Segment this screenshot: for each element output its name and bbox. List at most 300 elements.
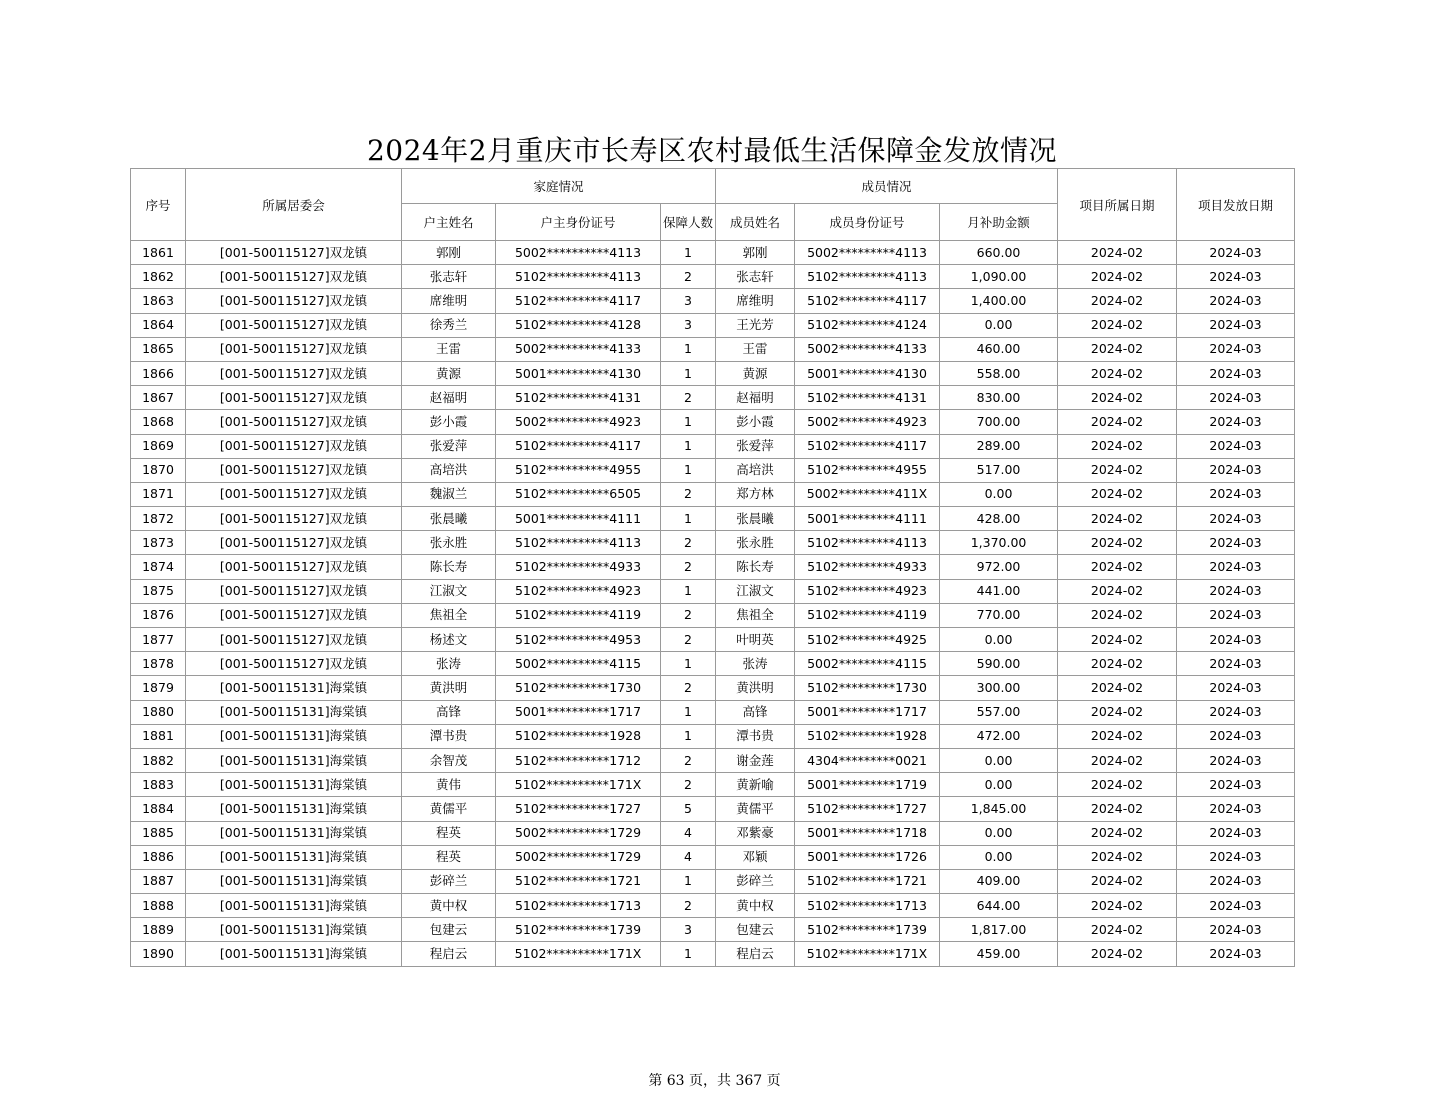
head-id-cell: 5102**********4933 xyxy=(496,555,661,579)
head-name-cell: 彭小霞 xyxy=(402,410,496,434)
member-name-cell: 邓紫豪 xyxy=(716,821,795,845)
head-name-cell: 王雷 xyxy=(402,337,496,361)
committee-cell: [001-500115127]双龙镇 xyxy=(186,579,402,603)
member-id-cell: 5102*********4117 xyxy=(795,289,940,313)
committee-cell: [001-500115131]海棠镇 xyxy=(186,797,402,821)
issue-date-cell: 2024-03 xyxy=(1177,724,1295,748)
head-name-cell: 张晨曦 xyxy=(402,507,496,531)
issue-date-cell: 2024-03 xyxy=(1177,434,1295,458)
member-name-cell: 叶明英 xyxy=(716,628,795,652)
seq-cell: 1885 xyxy=(131,821,186,845)
issue-date-cell: 2024-03 xyxy=(1177,700,1295,724)
issue-date-cell: 2024-03 xyxy=(1177,821,1295,845)
seq-cell: 1884 xyxy=(131,797,186,821)
table-row xyxy=(131,289,1295,313)
head-name-cell: 程英 xyxy=(402,821,496,845)
issue-date-cell: 2024-03 xyxy=(1177,579,1295,603)
issue-date-cell: 2024-03 xyxy=(1177,265,1295,289)
project-date-cell: 2024-02 xyxy=(1058,942,1177,966)
seq-cell: 1887 xyxy=(131,869,186,893)
member-name-cell: 黄新喻 xyxy=(716,773,795,797)
project-date-cell: 2024-02 xyxy=(1058,434,1177,458)
table-row xyxy=(131,894,1295,918)
table-row xyxy=(131,386,1295,410)
seq-cell: 1871 xyxy=(131,482,186,506)
head-name-cell: 余智茂 xyxy=(402,748,496,772)
seq-cell: 1868 xyxy=(131,410,186,434)
table-row xyxy=(131,942,1295,966)
table-row xyxy=(131,313,1295,337)
seq-cell: 1878 xyxy=(131,652,186,676)
head-id-cell: 5102**********4953 xyxy=(496,628,661,652)
project-date-cell: 2024-02 xyxy=(1058,555,1177,579)
member-name-cell: 邓颖 xyxy=(716,845,795,869)
committee-cell: [001-500115131]海棠镇 xyxy=(186,676,402,700)
project-date-cell: 2024-02 xyxy=(1058,918,1177,942)
page-footer: 第 63 页，共 367 页 xyxy=(648,1073,781,1089)
seq-cell: 1863 xyxy=(131,289,186,313)
issue-date-cell: 2024-03 xyxy=(1177,337,1295,361)
table-row xyxy=(131,869,1295,893)
member-id-cell: 5102*********4119 xyxy=(795,603,940,627)
committee-cell: [001-500115127]双龙镇 xyxy=(186,337,402,361)
committee-cell: [001-500115127]双龙镇 xyxy=(186,410,402,434)
amount-cell: 557.00 xyxy=(940,700,1058,724)
head-name-cell: 彭碎兰 xyxy=(402,869,496,893)
head-name-cell: 徐秀兰 xyxy=(402,313,496,337)
project-date-cell: 2024-02 xyxy=(1058,628,1177,652)
member-id-cell: 5001*********4130 xyxy=(795,361,940,385)
head-id-cell: 5002**********1729 xyxy=(496,845,661,869)
head-name-cell: 焦祖全 xyxy=(402,603,496,627)
member-id-cell: 5102*********1928 xyxy=(795,724,940,748)
project-date-cell: 2024-02 xyxy=(1058,313,1177,337)
amount-cell: 1,400.00 xyxy=(940,289,1058,313)
table-row xyxy=(131,482,1295,506)
amount-cell: 590.00 xyxy=(940,652,1058,676)
committee-cell: [001-500115131]海棠镇 xyxy=(186,894,402,918)
amount-cell: 700.00 xyxy=(940,410,1058,434)
issue-date-cell: 2024-03 xyxy=(1177,313,1295,337)
header-project-date: 项目所属日期 xyxy=(1058,169,1177,241)
head-name-cell: 黄源 xyxy=(402,361,496,385)
member-name-cell: 黄儒平 xyxy=(716,797,795,821)
member-name-cell: 王雷 xyxy=(716,337,795,361)
issue-date-cell: 2024-03 xyxy=(1177,628,1295,652)
member-id-cell: 5002*********4923 xyxy=(795,410,940,434)
head-name-cell: 程英 xyxy=(402,845,496,869)
member-name-cell: 张志轩 xyxy=(716,265,795,289)
covered-cell: 1 xyxy=(661,434,716,458)
member-id-cell: 5002*********4113 xyxy=(795,241,940,265)
amount-cell: 0.00 xyxy=(940,845,1058,869)
covered-cell: 3 xyxy=(661,289,716,313)
table-row xyxy=(131,434,1295,458)
committee-cell: [001-500115127]双龙镇 xyxy=(186,482,402,506)
committee-cell: [001-500115127]双龙镇 xyxy=(186,555,402,579)
amount-cell: 558.00 xyxy=(940,361,1058,385)
head-id-cell: 5102**********1727 xyxy=(496,797,661,821)
head-id-cell: 5102**********6505 xyxy=(496,482,661,506)
committee-cell: [001-500115127]双龙镇 xyxy=(186,361,402,385)
covered-cell: 1 xyxy=(661,652,716,676)
project-date-cell: 2024-02 xyxy=(1058,724,1177,748)
head-id-cell: 5102**********4113 xyxy=(496,265,661,289)
member-id-cell: 5102*********1730 xyxy=(795,676,940,700)
issue-date-cell: 2024-03 xyxy=(1177,289,1295,313)
member-id-cell: 5102*********1739 xyxy=(795,918,940,942)
member-name-cell: 黄洪明 xyxy=(716,676,795,700)
header-head-name: 户主姓名 xyxy=(402,204,496,241)
member-id-cell: 5102*********1713 xyxy=(795,894,940,918)
seq-cell: 1876 xyxy=(131,603,186,627)
table-row xyxy=(131,700,1295,724)
member-id-cell: 5102*********1721 xyxy=(795,869,940,893)
covered-cell: 1 xyxy=(661,361,716,385)
covered-cell: 1 xyxy=(661,579,716,603)
covered-cell: 1 xyxy=(661,724,716,748)
seq-cell: 1865 xyxy=(131,337,186,361)
member-name-cell: 王光芳 xyxy=(716,313,795,337)
seq-cell: 1861 xyxy=(131,241,186,265)
head-name-cell: 高锋 xyxy=(402,700,496,724)
head-id-cell: 5102**********171X xyxy=(496,773,661,797)
issue-date-cell: 2024-03 xyxy=(1177,918,1295,942)
amount-cell: 409.00 xyxy=(940,869,1058,893)
amount-cell: 1,090.00 xyxy=(940,265,1058,289)
head-name-cell: 张永胜 xyxy=(402,531,496,555)
covered-cell: 1 xyxy=(661,241,716,265)
head-id-cell: 5102**********4117 xyxy=(496,289,661,313)
member-id-cell: 5102*********171X xyxy=(795,942,940,966)
issue-date-cell: 2024-03 xyxy=(1177,531,1295,555)
table-row xyxy=(131,603,1295,627)
head-id-cell: 5002**********4923 xyxy=(496,410,661,434)
covered-cell: 2 xyxy=(661,555,716,579)
amount-cell: 300.00 xyxy=(940,676,1058,700)
member-name-cell: 郑方林 xyxy=(716,482,795,506)
head-id-cell: 5102**********4923 xyxy=(496,579,661,603)
member-name-cell: 张涛 xyxy=(716,652,795,676)
head-id-cell: 5102**********4955 xyxy=(496,458,661,482)
head-name-cell: 江淑文 xyxy=(402,579,496,603)
covered-cell: 3 xyxy=(661,313,716,337)
head-name-cell: 程启云 xyxy=(402,942,496,966)
amount-cell: 1,817.00 xyxy=(940,918,1058,942)
amount-cell: 460.00 xyxy=(940,337,1058,361)
head-id-cell: 5102**********1928 xyxy=(496,724,661,748)
committee-cell: [001-500115131]海棠镇 xyxy=(186,700,402,724)
member-id-cell: 5001*********1717 xyxy=(795,700,940,724)
project-date-cell: 2024-02 xyxy=(1058,241,1177,265)
issue-date-cell: 2024-03 xyxy=(1177,676,1295,700)
table-row xyxy=(131,579,1295,603)
issue-date-cell: 2024-03 xyxy=(1177,797,1295,821)
committee-cell: [001-500115131]海棠镇 xyxy=(186,869,402,893)
covered-cell: 2 xyxy=(661,676,716,700)
committee-cell: [001-500115127]双龙镇 xyxy=(186,652,402,676)
seq-cell: 1862 xyxy=(131,265,186,289)
table-row xyxy=(131,361,1295,385)
issue-date-cell: 2024-03 xyxy=(1177,773,1295,797)
member-name-cell: 程启云 xyxy=(716,942,795,966)
covered-cell: 2 xyxy=(661,265,716,289)
member-name-cell: 潭书贵 xyxy=(716,724,795,748)
member-name-cell: 张晨曦 xyxy=(716,507,795,531)
project-date-cell: 2024-02 xyxy=(1058,821,1177,845)
header-issue-date: 项目发放日期 xyxy=(1177,169,1295,241)
amount-cell: 0.00 xyxy=(940,482,1058,506)
covered-cell: 1 xyxy=(661,337,716,361)
amount-cell: 660.00 xyxy=(940,241,1058,265)
project-date-cell: 2024-02 xyxy=(1058,289,1177,313)
committee-cell: [001-500115127]双龙镇 xyxy=(186,386,402,410)
head-name-cell: 杨述文 xyxy=(402,628,496,652)
seq-cell: 1877 xyxy=(131,628,186,652)
seq-cell: 1888 xyxy=(131,894,186,918)
committee-cell: [001-500115127]双龙镇 xyxy=(186,434,402,458)
seq-cell: 1867 xyxy=(131,386,186,410)
committee-cell: [001-500115131]海棠镇 xyxy=(186,724,402,748)
issue-date-cell: 2024-03 xyxy=(1177,845,1295,869)
amount-cell: 517.00 xyxy=(940,458,1058,482)
head-id-cell: 5102**********4128 xyxy=(496,313,661,337)
project-date-cell: 2024-02 xyxy=(1058,531,1177,555)
head-id-cell: 5102**********4117 xyxy=(496,434,661,458)
covered-cell: 2 xyxy=(661,531,716,555)
head-name-cell: 张涛 xyxy=(402,652,496,676)
member-name-cell: 彭碎兰 xyxy=(716,869,795,893)
covered-cell: 2 xyxy=(661,773,716,797)
member-id-cell: 5102*********4923 xyxy=(795,579,940,603)
header-family: 家庭情况 xyxy=(402,169,716,204)
project-date-cell: 2024-02 xyxy=(1058,361,1177,385)
amount-cell: 459.00 xyxy=(940,942,1058,966)
covered-cell: 2 xyxy=(661,628,716,652)
issue-date-cell: 2024-03 xyxy=(1177,652,1295,676)
seq-cell: 1886 xyxy=(131,845,186,869)
member-id-cell: 5002*********4115 xyxy=(795,652,940,676)
head-name-cell: 高培洪 xyxy=(402,458,496,482)
table-row xyxy=(131,241,1295,265)
covered-cell: 5 xyxy=(661,797,716,821)
member-id-cell: 5102*********4955 xyxy=(795,458,940,482)
table-row xyxy=(131,797,1295,821)
table-row xyxy=(131,628,1295,652)
seq-cell: 1875 xyxy=(131,579,186,603)
seq-cell: 1874 xyxy=(131,555,186,579)
committee-cell: [001-500115131]海棠镇 xyxy=(186,773,402,797)
amount-cell: 972.00 xyxy=(940,555,1058,579)
head-id-cell: 5102**********171X xyxy=(496,942,661,966)
amount-cell: 428.00 xyxy=(940,507,1058,531)
committee-cell: [001-500115127]双龙镇 xyxy=(186,458,402,482)
member-name-cell: 张爱萍 xyxy=(716,434,795,458)
table-row xyxy=(131,676,1295,700)
member-id-cell: 5102*********4925 xyxy=(795,628,940,652)
member-name-cell: 陈长寿 xyxy=(716,555,795,579)
committee-cell: [001-500115131]海棠镇 xyxy=(186,821,402,845)
member-id-cell: 5002*********4133 xyxy=(795,337,940,361)
head-name-cell: 潭书贵 xyxy=(402,724,496,748)
header-head-id: 户主身份证号 xyxy=(496,204,661,241)
table-row xyxy=(131,748,1295,772)
amount-cell: 0.00 xyxy=(940,773,1058,797)
seq-cell: 1879 xyxy=(131,676,186,700)
head-id-cell: 5102**********1721 xyxy=(496,869,661,893)
head-name-cell: 黄中权 xyxy=(402,894,496,918)
head-name-cell: 席维明 xyxy=(402,289,496,313)
issue-date-cell: 2024-03 xyxy=(1177,482,1295,506)
seq-cell: 1870 xyxy=(131,458,186,482)
covered-cell: 4 xyxy=(661,845,716,869)
head-name-cell: 黄伟 xyxy=(402,773,496,797)
issue-date-cell: 2024-03 xyxy=(1177,942,1295,966)
member-id-cell: 4304*********0021 xyxy=(795,748,940,772)
member-name-cell: 江淑文 xyxy=(716,579,795,603)
allowance-table xyxy=(130,168,1295,967)
member-name-cell: 彭小霞 xyxy=(716,410,795,434)
member-id-cell: 5102*********1727 xyxy=(795,797,940,821)
project-date-cell: 2024-02 xyxy=(1058,603,1177,627)
seq-cell: 1872 xyxy=(131,507,186,531)
project-date-cell: 2024-02 xyxy=(1058,579,1177,603)
project-date-cell: 2024-02 xyxy=(1058,869,1177,893)
project-date-cell: 2024-02 xyxy=(1058,458,1177,482)
head-id-cell: 5102**********4113 xyxy=(496,531,661,555)
head-id-cell: 5102**********1712 xyxy=(496,748,661,772)
issue-date-cell: 2024-03 xyxy=(1177,555,1295,579)
committee-cell: [001-500115127]双龙镇 xyxy=(186,241,402,265)
table-row xyxy=(131,652,1295,676)
head-id-cell: 5002**********1729 xyxy=(496,821,661,845)
project-date-cell: 2024-02 xyxy=(1058,337,1177,361)
header-committee: 所属居委会 xyxy=(186,169,402,241)
member-id-cell: 5001*********1718 xyxy=(795,821,940,845)
issue-date-cell: 2024-03 xyxy=(1177,361,1295,385)
seq-cell: 1866 xyxy=(131,361,186,385)
table-row xyxy=(131,507,1295,531)
head-id-cell: 5102**********1739 xyxy=(496,918,661,942)
amount-cell: 0.00 xyxy=(940,821,1058,845)
head-id-cell: 5102**********4119 xyxy=(496,603,661,627)
committee-cell: [001-500115131]海棠镇 xyxy=(186,845,402,869)
head-id-cell: 5001**********1717 xyxy=(496,700,661,724)
covered-cell: 1 xyxy=(661,700,716,724)
member-name-cell: 赵福明 xyxy=(716,386,795,410)
head-name-cell: 赵福明 xyxy=(402,386,496,410)
amount-cell: 289.00 xyxy=(940,434,1058,458)
project-date-cell: 2024-02 xyxy=(1058,652,1177,676)
project-date-cell: 2024-02 xyxy=(1058,676,1177,700)
amount-cell: 644.00 xyxy=(940,894,1058,918)
header-member: 成员情况 xyxy=(716,169,1058,204)
member-id-cell: 5001*********1726 xyxy=(795,845,940,869)
committee-cell: [001-500115131]海棠镇 xyxy=(186,748,402,772)
member-id-cell: 5102*********4113 xyxy=(795,531,940,555)
amount-cell: 441.00 xyxy=(940,579,1058,603)
committee-cell: [001-500115127]双龙镇 xyxy=(186,265,402,289)
seq-cell: 1880 xyxy=(131,700,186,724)
committee-cell: [001-500115127]双龙镇 xyxy=(186,289,402,313)
member-id-cell: 5102*********4117 xyxy=(795,434,940,458)
member-id-cell: 5102*********4113 xyxy=(795,265,940,289)
covered-cell: 4 xyxy=(661,821,716,845)
amount-cell: 0.00 xyxy=(940,628,1058,652)
head-name-cell: 郭刚 xyxy=(402,241,496,265)
member-id-cell: 5102*********4131 xyxy=(795,386,940,410)
covered-cell: 2 xyxy=(661,386,716,410)
amount-cell: 770.00 xyxy=(940,603,1058,627)
issue-date-cell: 2024-03 xyxy=(1177,869,1295,893)
seq-cell: 1889 xyxy=(131,918,186,942)
project-date-cell: 2024-02 xyxy=(1058,845,1177,869)
member-id-cell: 5001*********4111 xyxy=(795,507,940,531)
issue-date-cell: 2024-03 xyxy=(1177,386,1295,410)
member-name-cell: 郭刚 xyxy=(716,241,795,265)
head-name-cell: 张志轩 xyxy=(402,265,496,289)
head-id-cell: 5102**********1713 xyxy=(496,894,661,918)
header-amount: 月补助金额 xyxy=(940,204,1058,241)
project-date-cell: 2024-02 xyxy=(1058,700,1177,724)
project-date-cell: 2024-02 xyxy=(1058,482,1177,506)
project-date-cell: 2024-02 xyxy=(1058,410,1177,434)
issue-date-cell: 2024-03 xyxy=(1177,458,1295,482)
covered-cell: 2 xyxy=(661,603,716,627)
project-date-cell: 2024-02 xyxy=(1058,797,1177,821)
member-id-cell: 5001*********1719 xyxy=(795,773,940,797)
seq-cell: 1882 xyxy=(131,748,186,772)
table-row xyxy=(131,337,1295,361)
head-name-cell: 包建云 xyxy=(402,918,496,942)
project-date-cell: 2024-02 xyxy=(1058,748,1177,772)
table-row xyxy=(131,555,1295,579)
member-name-cell: 张永胜 xyxy=(716,531,795,555)
committee-cell: [001-500115127]双龙镇 xyxy=(186,531,402,555)
issue-date-cell: 2024-03 xyxy=(1177,507,1295,531)
head-id-cell: 5001**********4111 xyxy=(496,507,661,531)
head-name-cell: 黄儒平 xyxy=(402,797,496,821)
covered-cell: 1 xyxy=(661,507,716,531)
issue-date-cell: 2024-03 xyxy=(1177,748,1295,772)
amount-cell: 472.00 xyxy=(940,724,1058,748)
covered-cell: 2 xyxy=(661,482,716,506)
table-row xyxy=(131,458,1295,482)
member-name-cell: 谢金莲 xyxy=(716,748,795,772)
covered-cell: 1 xyxy=(661,410,716,434)
table-row xyxy=(131,918,1295,942)
head-name-cell: 黄洪明 xyxy=(402,676,496,700)
amount-cell: 1,370.00 xyxy=(940,531,1058,555)
issue-date-cell: 2024-03 xyxy=(1177,410,1295,434)
seq-cell: 1864 xyxy=(131,313,186,337)
project-date-cell: 2024-02 xyxy=(1058,507,1177,531)
header-seq: 序号 xyxy=(131,169,186,241)
head-id-cell: 5002**********4115 xyxy=(496,652,661,676)
seq-cell: 1883 xyxy=(131,773,186,797)
member-name-cell: 黄中权 xyxy=(716,894,795,918)
covered-cell: 1 xyxy=(661,869,716,893)
covered-cell: 1 xyxy=(661,942,716,966)
member-id-cell: 5102*********4933 xyxy=(795,555,940,579)
project-date-cell: 2024-02 xyxy=(1058,894,1177,918)
committee-cell: [001-500115131]海棠镇 xyxy=(186,918,402,942)
page-title: 2024年2月重庆市长寿区农村最低生活保障金发放情况 xyxy=(366,134,1058,167)
covered-cell: 1 xyxy=(661,458,716,482)
header-member-id: 成员身份证号 xyxy=(795,204,940,241)
project-date-cell: 2024-02 xyxy=(1058,773,1177,797)
amount-cell: 0.00 xyxy=(940,748,1058,772)
